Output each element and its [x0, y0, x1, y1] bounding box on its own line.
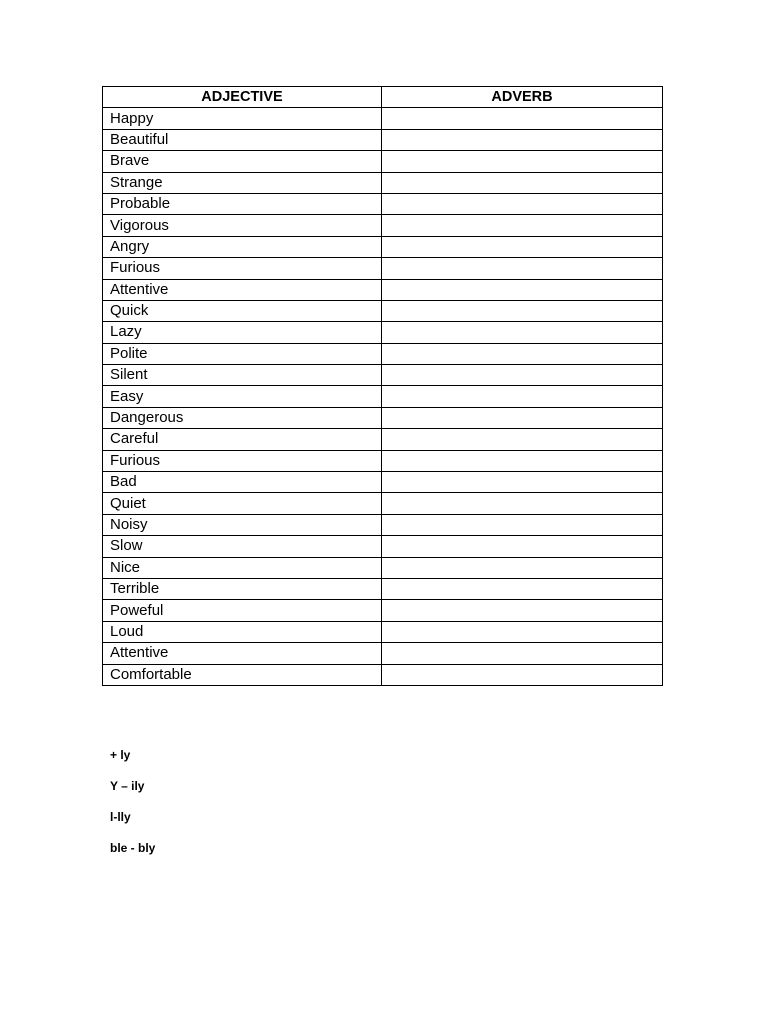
table-row	[103, 279, 663, 300]
table-row	[103, 129, 663, 150]
table-row	[103, 343, 663, 364]
rule-item: l-lly	[110, 810, 131, 824]
adjective-cell: Brave	[103, 151, 382, 172]
adverb-answer-cell[interactable]	[382, 279, 663, 300]
adverb-answer-cell[interactable]	[382, 514, 663, 535]
table-row	[103, 557, 663, 578]
adverb-answer-cell[interactable]	[382, 493, 663, 514]
table-row	[103, 300, 663, 321]
adjective-cell: Probable	[103, 193, 382, 214]
table-row	[103, 536, 663, 557]
adjective-cell: Bad	[103, 472, 382, 493]
adverb-answer-cell[interactable]	[382, 557, 663, 578]
adverb-answer-cell[interactable]	[382, 386, 663, 407]
table-row	[103, 236, 663, 257]
adjective-adverb-table	[102, 86, 663, 686]
adverb-answer-cell[interactable]	[382, 472, 663, 493]
table-body	[103, 108, 663, 686]
table-row	[103, 621, 663, 642]
adjective-cell: Quick	[103, 300, 382, 321]
adverb-answer-cell[interactable]	[382, 193, 663, 214]
table-row	[103, 386, 663, 407]
table-header-row	[103, 87, 663, 108]
adjective-cell: Vigorous	[103, 215, 382, 236]
rule-item: Y – ily	[110, 779, 145, 793]
adverb-answer-cell[interactable]	[382, 215, 663, 236]
adverb-answer-cell[interactable]	[382, 151, 663, 172]
adjective-cell: Dangerous	[103, 407, 382, 428]
adverb-answer-cell[interactable]	[382, 236, 663, 257]
adjective-cell: Easy	[103, 386, 382, 407]
adjective-cell: Nice	[103, 557, 382, 578]
table-row	[103, 407, 663, 428]
adverb-answer-cell[interactable]	[382, 172, 663, 193]
adverb-answer-cell[interactable]	[382, 450, 663, 471]
adjective-cell: Noisy	[103, 514, 382, 535]
adjective-cell: Quiet	[103, 493, 382, 514]
adverb-answer-cell[interactable]	[382, 621, 663, 642]
table-row	[103, 472, 663, 493]
adjective-column-header: ADJECTIVE	[103, 87, 382, 108]
adverb-answer-cell[interactable]	[382, 258, 663, 279]
adjective-cell: Comfortable	[103, 664, 382, 685]
adjective-cell: Beautiful	[103, 129, 382, 150]
table-row	[103, 172, 663, 193]
table-row	[103, 151, 663, 172]
adjective-cell: Strange	[103, 172, 382, 193]
adverb-answer-cell[interactable]	[382, 664, 663, 685]
table-row	[103, 215, 663, 236]
adjective-cell: Loud	[103, 621, 382, 642]
table-row	[103, 258, 663, 279]
adjective-cell: Poweful	[103, 600, 382, 621]
table-row	[103, 493, 663, 514]
adverb-formation-rules	[110, 746, 155, 870]
adjective-cell: Slow	[103, 536, 382, 557]
adverb-answer-cell[interactable]	[382, 343, 663, 364]
adjective-cell: Terrible	[103, 578, 382, 599]
table-row	[103, 643, 663, 664]
adjective-cell: Silent	[103, 365, 382, 386]
adverb-answer-cell[interactable]	[382, 578, 663, 599]
adjective-cell: Careful	[103, 429, 382, 450]
adverb-answer-cell[interactable]	[382, 365, 663, 386]
adjective-cell: Furious	[103, 258, 382, 279]
adjective-cell: Attentive	[103, 643, 382, 664]
adverb-answer-cell[interactable]	[382, 429, 663, 450]
table-row	[103, 600, 663, 621]
adverb-answer-cell[interactable]	[382, 300, 663, 321]
table-row	[103, 108, 663, 129]
table-row	[103, 429, 663, 450]
adjective-cell: Lazy	[103, 322, 382, 343]
rule-item: ble - bly	[110, 841, 156, 855]
adverb-answer-cell[interactable]	[382, 600, 663, 621]
table-row	[103, 664, 663, 685]
table-row	[103, 365, 663, 386]
table-row	[103, 322, 663, 343]
adverb-answer-cell[interactable]	[382, 536, 663, 557]
adverb-answer-cell[interactable]	[382, 407, 663, 428]
adjective-cell: Polite	[103, 343, 382, 364]
adverb-answer-cell[interactable]	[382, 643, 663, 664]
adjective-cell: Attentive	[103, 279, 382, 300]
adjective-cell: Furious	[103, 450, 382, 471]
adjective-cell: Angry	[103, 236, 382, 257]
adjective-cell: Happy	[103, 108, 382, 129]
table-row	[103, 578, 663, 599]
table-row	[103, 514, 663, 535]
adverb-column-header: ADVERB	[382, 87, 663, 108]
adverb-answer-cell[interactable]	[382, 129, 663, 150]
rule-item: + ly	[110, 748, 131, 762]
table-row	[103, 193, 663, 214]
adverb-answer-cell[interactable]	[382, 322, 663, 343]
adverb-answer-cell[interactable]	[382, 108, 663, 129]
table-row	[103, 450, 663, 471]
